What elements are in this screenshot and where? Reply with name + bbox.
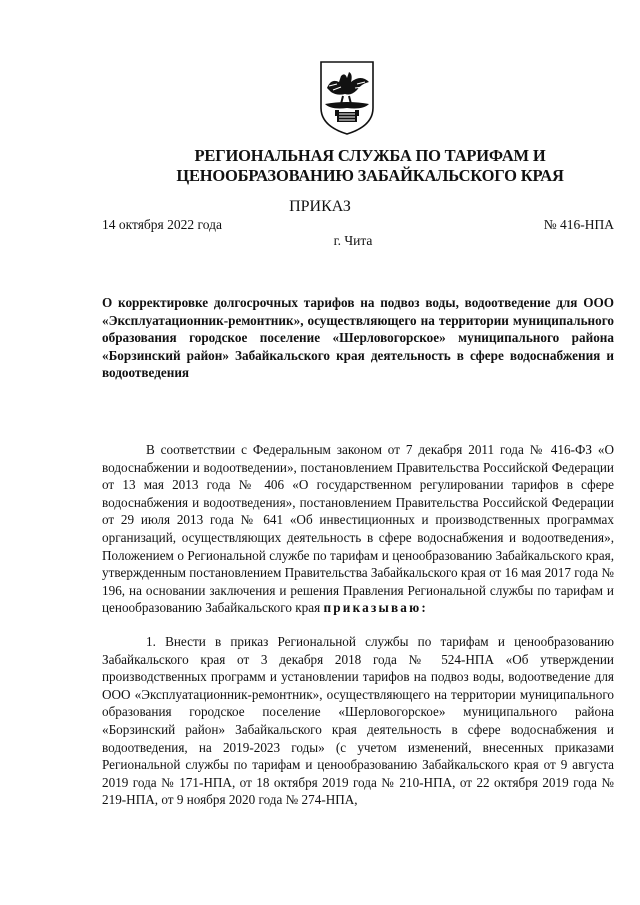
document-type: ПРИКАЗ bbox=[289, 198, 351, 215]
agency-name bbox=[100, 146, 640, 186]
preamble-paragraph bbox=[102, 441, 614, 617]
item-1-paragraph: 1. Внести в приказ Региональной службы по тарифам и ценообразованию Забайкальского края от 3 декабря 2018 года № 524-НПА «Об утверждении производственных программ и установлении тарифов на подвоз воды, водоотведение для ООО «Эксплуатационник-ремонтник», осуществляющего на территории муниципального образования городское поселение «Шерловогорское» муниципального района «Борзинский район» Забайкальского края деятельность в сфере водоснабжения и водоотведения, на 2019-2023 годы» (с учетом изменений, внесенных приказами Региональной службы по тарифам и ценообразованию Забайкальского края от 9 августа 2019 года № 171-НПА, от 18 октября 2019 года № 210-НПА, от 22 октября 2019 года № 219-НПА, от 9 ноября 2020 года № 274-НПА, bbox=[102, 634, 614, 808]
document-city: г. Чита bbox=[333, 233, 373, 248]
agency-name-line-2: ЦЕНООБРАЗОВАНИЮ ЗАБАЙКАЛЬСКОГО КРАЯ bbox=[176, 166, 564, 185]
preamble-text: В соответствии с Федеральным законом от 7 декабря 2011 года № 416-ФЗ «О водоснабжении и водоотведении», постановлением Правительства Российской Федерации от 13 мая 2013 года № 406 «О государственном регулировании тарифов в сфере водоснабжения и водоотведения», постановлением Правительства Российской Федерации от 29 июля 2013 года № 641 «Об инвестиционных и производственных программах организаций, осуществляющих деятельность в сфере водоснабжения и водоотведения», Положением о Региональной службе по тарифам и ценообразованию Забайкальского края, утвержденным постановлением Правительства Забайкальского края от 16 мая 2017 года № 196, на основании заключения и решения Правления Региональной службы по тарифам и ценообразованию Забайкальского края bbox=[102, 442, 614, 616]
document-date: 14 октября 2022 года bbox=[102, 217, 222, 232]
zabaikalsky-krai-coat-of-arms-icon bbox=[317, 60, 377, 136]
document-number: № 416-НПА bbox=[543, 217, 614, 232]
document-subject: О корректировке долгосрочных тарифов на подвоз воды, водоотведение для ООО «Эксплуатационник-ремонтник», осуществляющего на территории муниципального образования городское поселение «Шерловогорское» муниципального района «Борзинский район» Забайкальского края деятельность в сфере водоснабжения и водоотведения bbox=[102, 295, 614, 381]
directive-word: приказываю: bbox=[323, 600, 428, 616]
agency-name-line-1: РЕГИОНАЛЬНАЯ СЛУЖБА ПО ТАРИФАМ И bbox=[194, 146, 546, 165]
